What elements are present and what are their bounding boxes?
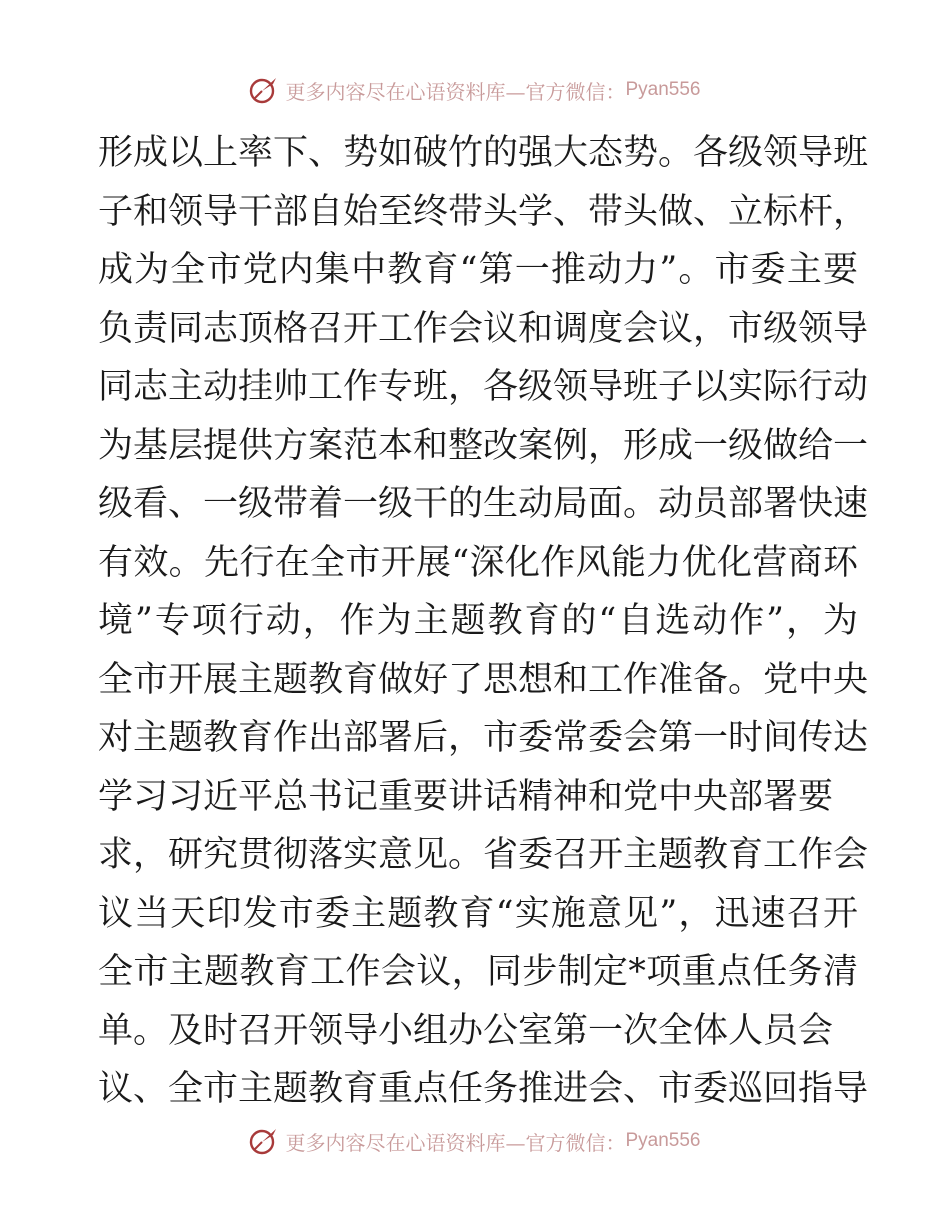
text-line: 对主题教育作出部署后，市委常委会第一时间传达 <box>98 718 869 758</box>
body-text <box>98 124 869 1119</box>
text-line: 议当天印发市委主题教育“实施意见”，迅速召开 <box>98 893 858 934</box>
text-line: 子和领导干部自始至终带头学、带头做、立标杆， <box>98 191 869 232</box>
text-line: 议、全市主题教育重点任务推进会、市委巡回指导 <box>98 1069 869 1109</box>
text-line: 全市开展主题教育做好了思想和工作准备。党中央 <box>98 659 869 700</box>
text-line: 求，研究贯彻落实意见。省委召开主题教育工作会 <box>98 835 869 875</box>
text-line: 境”专项行动，作为主题教育的“自选动作”，为 <box>98 601 858 641</box>
text-line: 学习习近平总书记重要讲话精神和党中央部署要 <box>98 776 834 817</box>
wechat-id: Pyan556 <box>625 1130 701 1151</box>
watermark-text: 更多内容尽在心语资料库—官方微信： <box>285 1130 626 1155</box>
text-line: 为基层提供方案范本和整改案例，形成一级做给一 <box>98 425 869 466</box>
text-line: 有效。先行在全市开展“深化作风能力优化营商环 <box>98 542 858 583</box>
text-line: 全市主题教育工作会议，同步制定*项重点任务清 <box>98 952 858 992</box>
watermark-header <box>0 70 950 110</box>
text-line: 级看、一级带着一级干的生动局面。动员部署快速 <box>98 484 869 524</box>
wechat-id: Pyan556 <box>625 79 701 100</box>
text-line: 形成以上率下、势如破竹的强大态势。各级领导班 <box>98 133 869 173</box>
watermark-footer <box>0 1121 950 1161</box>
quill-pen-circle-icon <box>249 75 279 105</box>
text-line: 成为全市党内集中教育“第一推动力”。市委主要 <box>98 250 858 290</box>
text-line: 同志主动挂帅工作专班，各级领导班子以实际行动 <box>98 367 869 407</box>
quill-pen-circle-icon <box>249 1126 279 1156</box>
watermark-text: 更多内容尽在心语资料库—官方微信： <box>285 79 626 104</box>
text-line: 单。及时召开领导小组办公室第一次全体人员会 <box>98 1010 834 1051</box>
text-line: 负责同志顶格召开工作会议和调度会议，市级领导 <box>98 308 869 349</box>
